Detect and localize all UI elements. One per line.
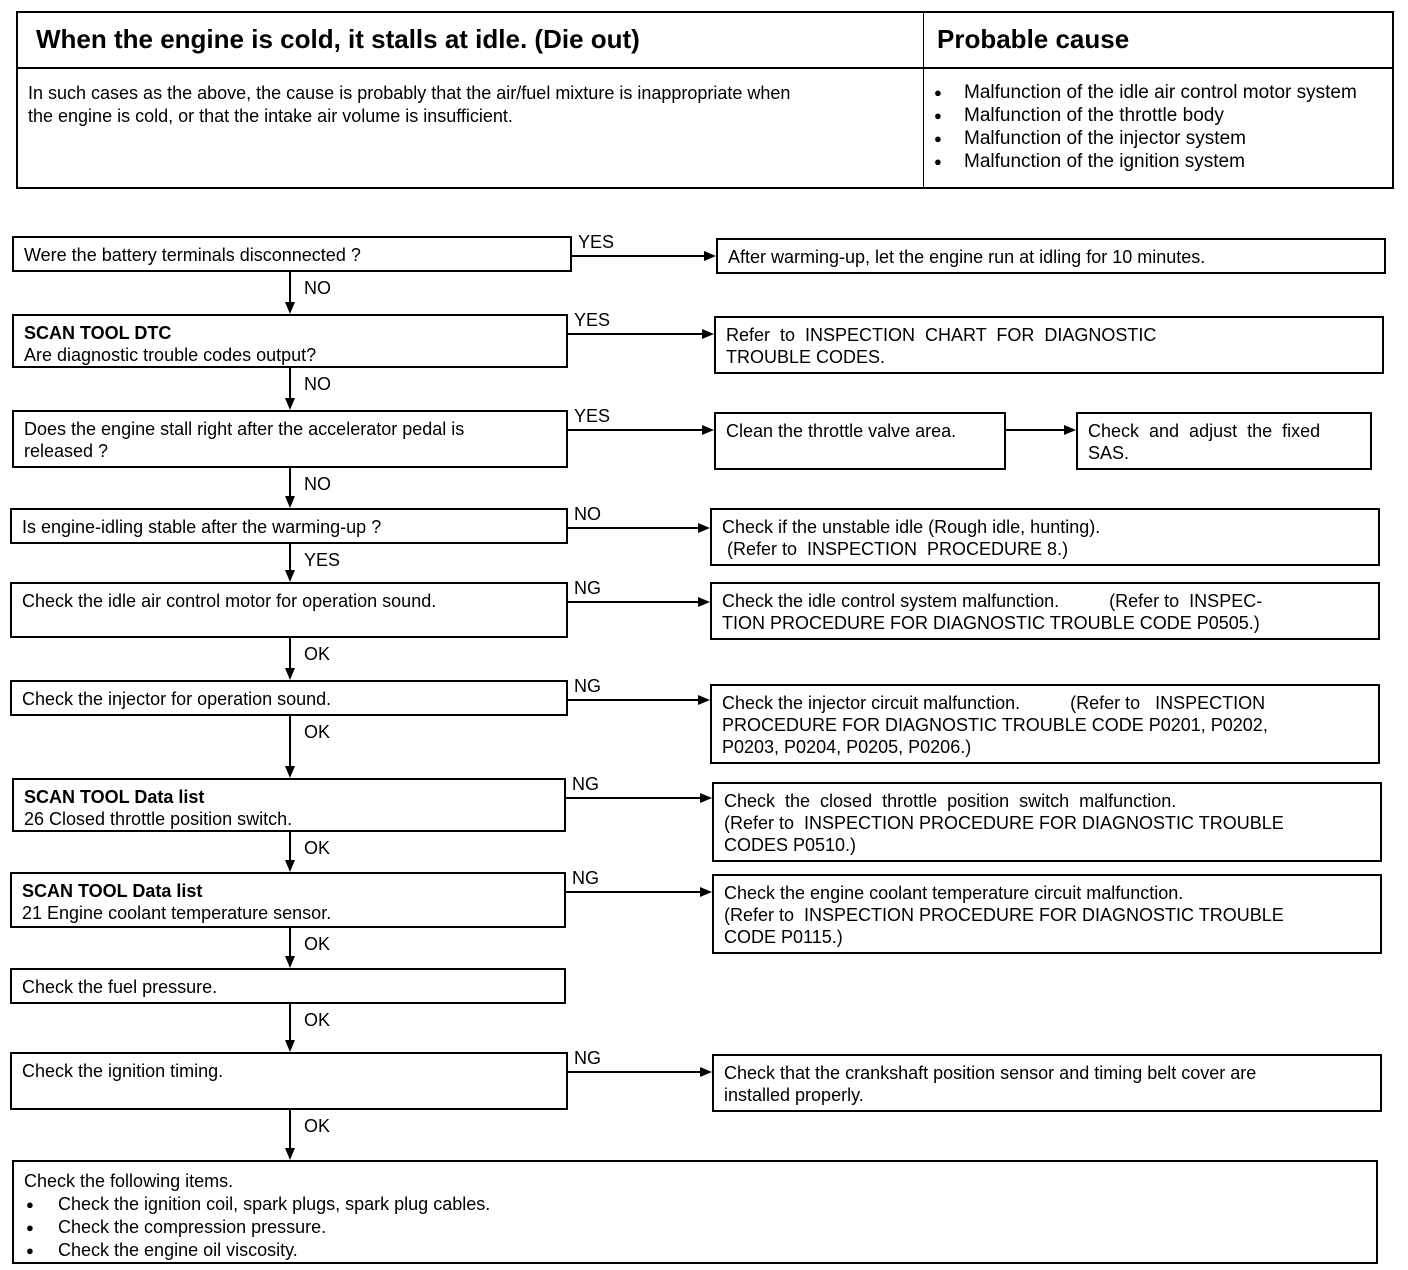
branch-arrow-5-line	[568, 601, 700, 603]
step-box-5	[10, 582, 568, 638]
result-box-3	[714, 412, 1006, 470]
down-arrow-7-arrowhead-icon	[285, 860, 295, 872]
symptom-title: When the engine is cold, it stalls at idle. (Die out)	[36, 24, 640, 54]
step-box-7-line: 26 Closed throttle position switch.	[24, 809, 293, 829]
branch-arrow-4-line	[568, 527, 700, 529]
step-box-9-line: Check the fuel pressure.	[22, 977, 218, 997]
down-label: NO	[304, 278, 331, 298]
result-box-10	[712, 1054, 1382, 1112]
result-box-2-line: Refer to INSPECTION CHART FOR DIAGNOSTIC	[726, 325, 1157, 345]
final-check-list	[24, 1193, 1366, 1262]
branch-arrow-4-arrowhead-icon	[698, 523, 710, 533]
branch-label: NG	[574, 578, 601, 598]
step-box-3-line: released ?	[24, 441, 109, 461]
result-box-1	[716, 238, 1386, 274]
result-box-2-line: TROUBLE CODES.	[726, 347, 886, 367]
result-box-3b-line: Check and adjust the fixed	[1088, 421, 1321, 441]
branch-arrow-10-line	[568, 1071, 702, 1073]
result-box-2	[714, 316, 1384, 374]
down-arrow-1-line	[289, 272, 291, 304]
branch-arrow-3-arrowhead-icon	[702, 425, 714, 435]
branch-label: YES	[574, 310, 611, 330]
step-box-8-line: 21 Engine coolant temperature sensor.	[22, 903, 332, 923]
down-arrow-1-arrowhead-icon	[285, 302, 295, 314]
probable-cause-item: ● Malfunction of the idle air control motor system	[930, 81, 1388, 104]
branch-label: NG	[572, 868, 599, 888]
probable-cause-list	[930, 81, 1388, 173]
branch-arrow-7-line	[566, 797, 702, 799]
down-arrow-8-arrowhead-icon	[285, 956, 295, 968]
symptom-description	[18, 69, 924, 187]
step-box-6-line: Check the injector for operation sound.	[22, 689, 332, 709]
description-line: In such cases as the above, the cause is probably that the air/fuel mixture is inappropriate when	[28, 83, 791, 103]
step-box-3-line: Does the engine stall right after the accelerator pedal is	[24, 419, 465, 439]
down-label: OK	[304, 934, 331, 954]
step-box-10-line: Check the ignition timing.	[22, 1061, 224, 1081]
down-arrow-4-arrowhead-icon	[285, 570, 295, 582]
branch-arrow-8-arrowhead-icon	[700, 887, 712, 897]
branch-label: YES	[574, 406, 611, 426]
branch-arrow-8-line	[566, 891, 702, 893]
result-box-8-line: CODE P0115.)	[724, 927, 843, 947]
branch-arrow-3b-line	[1006, 429, 1066, 431]
probable-cause-item: ● Malfunction of the throttle body	[930, 104, 1388, 127]
down-label: NO	[304, 374, 331, 394]
final-check-box	[12, 1160, 1378, 1264]
branch-arrow-5-arrowhead-icon	[698, 597, 710, 607]
description-line: the engine is cold, or that the intake air volume is insufficient.	[28, 106, 513, 126]
step-box-4	[10, 508, 568, 544]
step-box-2	[12, 314, 568, 368]
result-box-6-line: P0203, P0204, P0205, P0206.)	[722, 737, 972, 757]
step-box-8	[10, 872, 566, 928]
result-box-3b-line: SAS.	[1088, 443, 1130, 463]
result-box-1-line: After warming-up, let the engine run at idling for 10 minutes.	[728, 247, 1206, 267]
down-arrow-5-line	[289, 638, 291, 670]
probable-cause-item: ● Malfunction of the injector system	[930, 127, 1388, 150]
result-box-4	[710, 508, 1380, 566]
header-table	[16, 11, 1394, 189]
down-arrow-5-arrowhead-icon	[285, 668, 295, 680]
branch-label: NO	[574, 504, 601, 524]
result-box-3b	[1076, 412, 1372, 470]
down-label: OK	[304, 722, 331, 742]
branch-arrow-6-line	[568, 699, 700, 701]
probable-cause-title: Probable cause	[937, 24, 1130, 54]
down-arrow-8-line	[289, 928, 291, 958]
branch-arrow-1-arrowhead-icon	[704, 251, 716, 261]
branch-label: YES	[578, 232, 615, 252]
final-intro: Check the following items.	[24, 1171, 234, 1191]
branch-label: NG	[574, 1048, 601, 1068]
result-box-7-line: (Refer to INSPECTION PROCEDURE FOR DIAGNOSTIC TROUBLE	[724, 813, 1284, 833]
down-label: NO	[304, 474, 331, 494]
result-box-3-line: Clean the throttle valve area.	[726, 421, 957, 441]
step-box-8-title: SCAN TOOL Data list	[22, 881, 203, 901]
down-arrow-10-line	[289, 1110, 291, 1150]
result-box-8-line: Check the engine coolant temperature circuit malfunction.	[724, 883, 1184, 903]
result-box-5-line: TION PROCEDURE FOR DIAGNOSTIC TROUBLE CODE P0505.)	[722, 613, 1260, 633]
probable-cause-item: ● Malfunction of the ignition system	[930, 150, 1388, 173]
branch-arrow-1-line	[572, 255, 706, 257]
result-box-4-line: Check if the unstable idle (Rough idle, hunting).	[722, 517, 1101, 537]
step-box-1	[12, 236, 572, 272]
result-box-8-line: (Refer to INSPECTION PROCEDURE FOR DIAGNOSTIC TROUBLE	[724, 905, 1284, 925]
branch-arrow-10-arrowhead-icon	[700, 1067, 712, 1077]
step-box-2-title: SCAN TOOL DTC	[24, 323, 172, 343]
step-box-3	[12, 410, 568, 468]
result-box-6	[710, 684, 1380, 764]
result-box-10-line: Check that the crankshaft position sensor and timing belt cover are	[724, 1063, 1257, 1083]
step-box-10	[10, 1052, 568, 1110]
result-box-8	[712, 874, 1382, 954]
result-box-7	[712, 782, 1382, 862]
down-label: YES	[304, 550, 341, 570]
down-arrow-2-arrowhead-icon	[285, 398, 295, 410]
down-arrow-9-line	[289, 1004, 291, 1042]
result-box-5	[710, 582, 1380, 640]
step-box-7	[12, 778, 566, 832]
branch-label: NG	[574, 676, 601, 696]
final-check-item: ● Check the ignition coil, spark plugs, spark plug cables.	[24, 1193, 1366, 1216]
result-box-6-line: Check the injector circuit malfunction. (Refer to INSPECTION	[722, 693, 1266, 713]
down-arrow-3-line	[289, 468, 291, 498]
probable-causes	[924, 69, 1394, 187]
step-box-6	[10, 680, 568, 716]
step-box-1-line: Were the battery terminals disconnected ?	[24, 245, 361, 265]
final-check-item: ● Check the compression pressure.	[24, 1216, 1366, 1239]
branch-arrow-6-arrowhead-icon	[698, 695, 710, 705]
down-arrow-6-line	[289, 716, 291, 768]
final-check-item: ● Check the engine oil viscosity.	[24, 1239, 1366, 1262]
down-arrow-2-line	[289, 368, 291, 400]
branch-arrow-3b-arrowhead-icon	[1064, 425, 1076, 435]
step-box-7-title: SCAN TOOL Data list	[24, 787, 205, 807]
step-box-4-line: Is engine-idling stable after the warming-up ?	[22, 517, 382, 537]
down-label: OK	[304, 1010, 331, 1030]
result-box-6-line: PROCEDURE FOR DIAGNOSTIC TROUBLE CODE P0201, P0202,	[722, 715, 1268, 735]
down-label: OK	[304, 1116, 331, 1136]
branch-arrow-7-arrowhead-icon	[700, 793, 712, 803]
down-arrow-4-line	[289, 544, 291, 572]
step-box-5-line: Check the idle air control motor for operation sound.	[22, 591, 437, 611]
header-title-cell	[18, 13, 924, 69]
branch-label: NG	[572, 774, 599, 794]
result-box-7-line: Check the closed throttle position switch malfunction.	[724, 791, 1177, 811]
step-box-9	[10, 968, 566, 1004]
down-arrow-7-line	[289, 832, 291, 862]
result-box-5-line: Check the idle control system malfunction. (Refer to INSPEC-	[722, 591, 1263, 611]
result-box-10-line: installed properly.	[724, 1085, 864, 1105]
down-arrow-9-arrowhead-icon	[285, 1040, 295, 1052]
down-arrow-10-arrowhead-icon	[285, 1148, 295, 1160]
branch-arrow-2-line	[568, 333, 704, 335]
branch-arrow-3-line	[568, 429, 704, 431]
down-label: OK	[304, 838, 331, 858]
step-box-2-line: Are diagnostic trouble codes output?	[24, 345, 317, 365]
result-box-7-line: CODES P0510.)	[724, 835, 857, 855]
down-arrow-3-arrowhead-icon	[285, 496, 295, 508]
result-box-4-line: (Refer to INSPECTION PROCEDURE 8.)	[722, 539, 1069, 559]
down-arrow-6-arrowhead-icon	[285, 766, 295, 778]
branch-arrow-2-arrowhead-icon	[702, 329, 714, 339]
down-label: OK	[304, 644, 331, 664]
probable-cause-title-cell	[924, 13, 1394, 69]
